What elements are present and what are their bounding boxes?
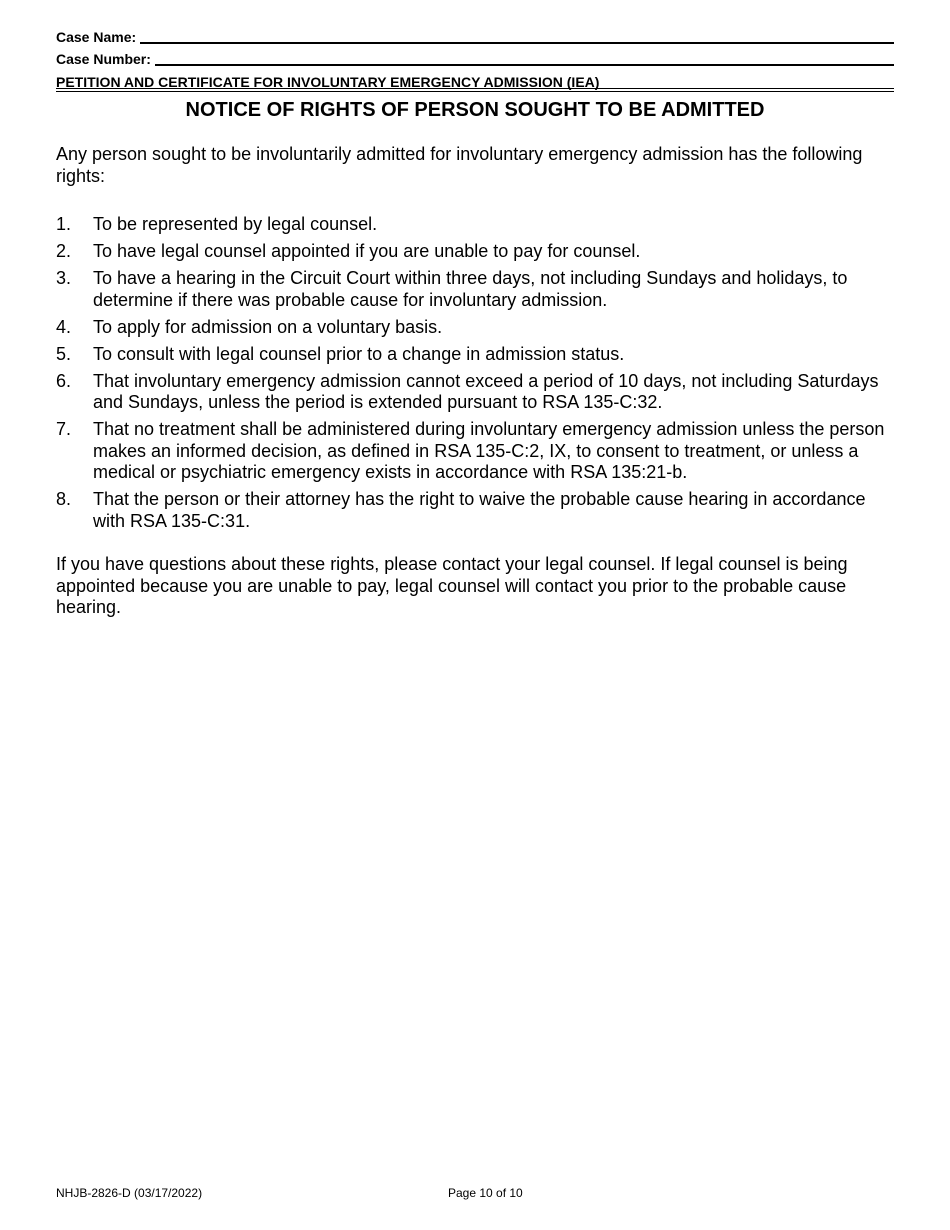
case-name-row (56, 29, 894, 45)
rights-item-number: 3. (56, 268, 72, 288)
rights-item (56, 371, 894, 414)
rights-list (56, 214, 894, 538)
rights-item-text: That the person or their attorney has the right to waive the probable cause hearing in accordance with RSA 135-C:31. (93, 489, 866, 531)
notice-heading: NOTICE OF RIGHTS OF PERSON SOUGHT TO BE ADMITTED (185, 99, 765, 121)
rights-item-number: 5. (56, 343, 72, 364)
rights-item-text: To apply for admission on a voluntary basis. (93, 316, 443, 337)
form-id-footer: NHJB-2826-D (03/17/2022) (56, 1186, 203, 1200)
rights-item-number: 8. (56, 489, 72, 509)
rights-item-number: 4. (56, 316, 72, 337)
rights-item-text: To be represented by legal counsel. (93, 214, 378, 234)
intro-paragraph: Any person sought to be involuntarily admitted for involuntary emergency admission has the following rights: (56, 144, 863, 186)
rights-item (56, 241, 894, 263)
case-number-label: Case Number: (56, 51, 151, 67)
rights-item (56, 419, 894, 484)
rights-item (56, 214, 894, 236)
rights-item-text: To consult with legal counsel prior to a change in admission status. (93, 343, 625, 364)
rights-item-number: 6. (56, 370, 72, 391)
page-number-footer: Page 10 of 10 (448, 1186, 523, 1200)
rights-item-text: That involuntary emergency admission cannot exceed a period of 10 days, not including Saturdays and Sundays, unless the period is extended pursuant to RSA 135-C:32. (93, 370, 879, 412)
case-number-field[interactable] (155, 52, 894, 66)
rights-item-text: To have legal counsel appointed if you are unable to pay for counsel. (93, 241, 641, 261)
form-title-divider (56, 88, 894, 92)
case-name-field[interactable] (140, 30, 894, 44)
rights-item (56, 317, 894, 339)
closing-paragraph: If you have questions about these rights, please contact your legal counsel. If legal counsel is being appointed because you are unable to pay, legal counsel will contact you prior to the probable cause hearing. (56, 554, 848, 617)
rights-item-number: 2. (56, 241, 72, 261)
rights-item-number: 1. (56, 214, 72, 234)
rights-item-text: To have a hearing in the Circuit Court within three days, not including Sundays and holidays, to determine if there was probable cause for involuntary admission. (93, 268, 848, 310)
case-number-row (56, 51, 894, 67)
form-title: PETITION AND CERTIFICATE FOR INVOLUNTARY EMERGENCY ADMISSION (IEA) (56, 74, 600, 90)
case-name-label: Case Name: (56, 29, 137, 45)
rights-item (56, 344, 894, 366)
rights-item (56, 489, 894, 532)
rights-item-number: 7. (56, 419, 72, 439)
rights-item-text: That no treatment shall be administered during involuntary emergency admission unless the person makes an informed decision, as defined in RSA 135-C:2, IX, to consent to treatment, or unless a medical or psychiatric emergency exists in accordance with RSA 135:21-b. (93, 419, 885, 482)
rights-item (56, 268, 894, 311)
